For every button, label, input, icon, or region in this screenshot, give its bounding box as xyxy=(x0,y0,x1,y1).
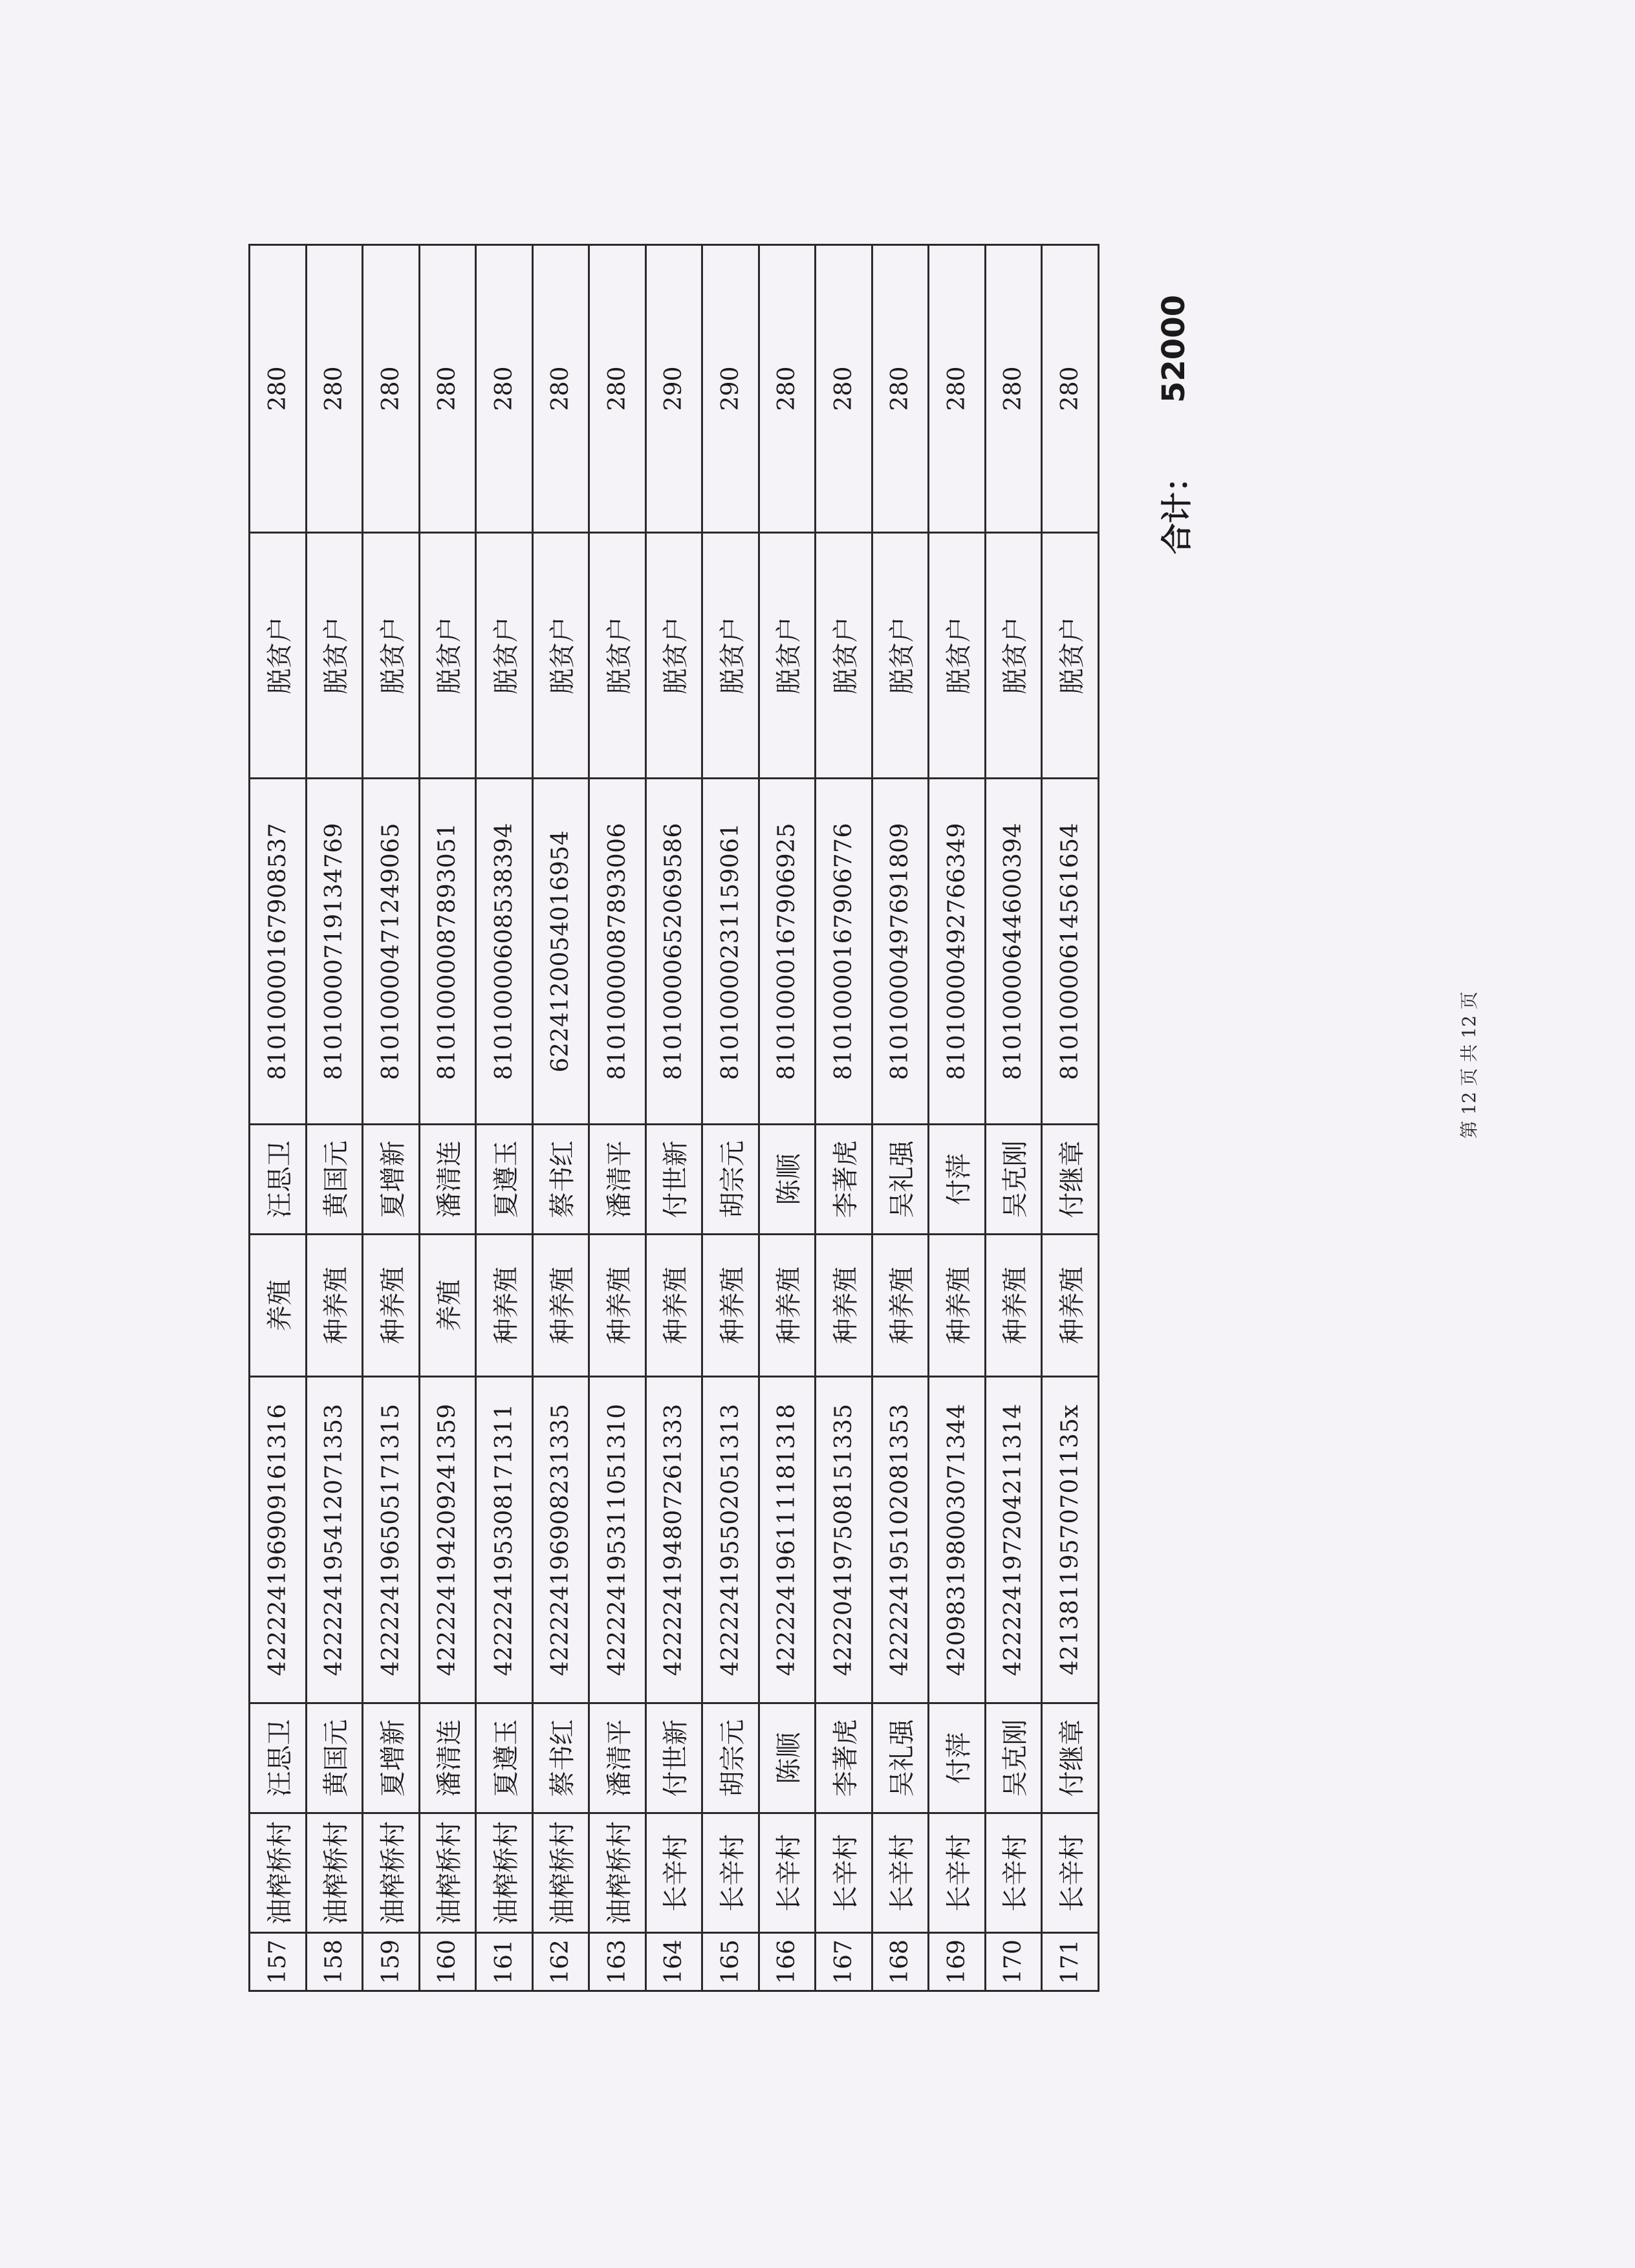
name-cell: 蔡书红 xyxy=(532,1703,589,1813)
id-number-cell: 422224195502051313 xyxy=(702,1377,759,1703)
page-footer: 第 12 页 共 12 页 xyxy=(1458,991,1480,1139)
amount-cell: 280 xyxy=(419,245,476,533)
id-number-cell: 422224196505171315 xyxy=(363,1377,420,1703)
row-number: 164 xyxy=(645,1933,702,1991)
table-row xyxy=(816,245,872,1991)
village-cell: 油榨桥村 xyxy=(250,1813,307,1933)
village-cell: 油榨桥村 xyxy=(363,1813,420,1933)
row-number: 169 xyxy=(929,1933,986,1991)
amount-cell: 280 xyxy=(250,245,307,533)
household-type-cell: 脱贫户 xyxy=(419,533,476,779)
account-number-cell: 81010000492766349 xyxy=(929,779,986,1125)
household-type-cell: 脱贫户 xyxy=(306,533,363,779)
village-cell: 油榨桥村 xyxy=(589,1813,646,1933)
household-type-cell: 脱贫户 xyxy=(759,533,816,779)
name-cell: 黄国元 xyxy=(306,1703,363,1813)
amount-cell: 290 xyxy=(702,245,759,533)
account-number-cell: 81010000231159061 xyxy=(702,779,759,1125)
village-cell: 长辛村 xyxy=(759,1813,816,1933)
table-row xyxy=(250,245,307,1991)
amount-cell: 280 xyxy=(816,245,872,533)
row-number: 163 xyxy=(589,1933,646,1991)
account-name-cell: 付继章 xyxy=(1042,1125,1099,1235)
village-cell: 长辛村 xyxy=(1042,1813,1099,1933)
name-cell: 潘清连 xyxy=(419,1703,476,1813)
row-number: 165 xyxy=(702,1933,759,1991)
account-number-cell: 81010000652069586 xyxy=(645,779,702,1125)
row-number: 159 xyxy=(363,1933,420,1991)
name-cell: 夏遵玉 xyxy=(476,1703,533,1813)
name-cell: 付继章 xyxy=(1042,1703,1099,1813)
row-number: 168 xyxy=(872,1933,929,1991)
amount-cell: 280 xyxy=(929,245,986,533)
table-row xyxy=(1042,245,1099,1991)
industry-cell: 种养殖 xyxy=(363,1235,420,1377)
row-number: 166 xyxy=(759,1933,816,1991)
industry-cell: 种养殖 xyxy=(589,1235,646,1377)
name-cell: 汪思卫 xyxy=(250,1703,307,1813)
household-type-cell: 脱贫户 xyxy=(363,533,420,779)
account-name-cell: 夏遵玉 xyxy=(476,1125,533,1235)
industry-cell: 养殖 xyxy=(250,1235,307,1377)
household-type-cell: 脱贫户 xyxy=(476,533,533,779)
industry-cell: 种养殖 xyxy=(985,1235,1042,1377)
amount-cell: 280 xyxy=(1042,245,1099,533)
id-number-cell: 422224195102081353 xyxy=(872,1377,929,1703)
village-cell: 油榨桥村 xyxy=(306,1813,363,1933)
id-number-cell: 422224196908231335 xyxy=(532,1377,589,1703)
total-summary xyxy=(1145,244,1203,554)
name-cell: 陈顺 xyxy=(759,1703,816,1813)
name-cell: 夏增新 xyxy=(363,1703,420,1813)
row-number: 158 xyxy=(306,1933,363,1991)
account-name-cell: 潘清连 xyxy=(419,1125,476,1235)
account-name-cell: 黄国元 xyxy=(306,1125,363,1235)
village-cell: 长辛村 xyxy=(985,1813,1042,1933)
household-type-cell: 脱贫户 xyxy=(645,533,702,779)
account-number-cell: 81010000167906776 xyxy=(816,779,872,1125)
household-type-cell: 脱贫户 xyxy=(816,533,872,779)
account-name-cell: 夏增新 xyxy=(363,1125,420,1235)
id-number-cell: 420983198003071344 xyxy=(929,1377,986,1703)
household-type-cell: 脱贫户 xyxy=(929,533,986,779)
village-cell: 长辛村 xyxy=(929,1813,986,1933)
account-name-cell: 李著虎 xyxy=(816,1125,872,1235)
row-number: 157 xyxy=(250,1933,307,1991)
account-name-cell: 蔡书红 xyxy=(532,1125,589,1235)
account-name-cell: 吴克刚 xyxy=(985,1125,1042,1235)
village-cell: 长辛村 xyxy=(872,1813,929,1933)
amount-cell: 280 xyxy=(306,245,363,533)
household-type-cell: 脱贫户 xyxy=(532,533,589,779)
account-name-cell: 汪思卫 xyxy=(250,1125,307,1235)
account-number-cell: 81010000644600394 xyxy=(985,779,1042,1125)
account-name-cell: 胡宗元 xyxy=(702,1125,759,1235)
amount-cell: 280 xyxy=(759,245,816,533)
industry-cell: 种养殖 xyxy=(702,1235,759,1377)
table-row xyxy=(306,245,363,1991)
amount-cell: 280 xyxy=(985,245,1042,533)
industry-cell: 种养殖 xyxy=(759,1235,816,1377)
table-row xyxy=(985,245,1042,1991)
village-cell: 油榨桥村 xyxy=(419,1813,476,1933)
village-cell: 长辛村 xyxy=(816,1813,872,1933)
id-number-cell: 422224196111181318 xyxy=(759,1377,816,1703)
id-number-cell: 422224195308171311 xyxy=(476,1377,533,1703)
table-body xyxy=(250,245,1099,1991)
table-row xyxy=(929,245,986,1991)
amount-cell: 280 xyxy=(363,245,420,533)
account-number-cell: 81010000719134769 xyxy=(306,779,363,1125)
industry-cell: 种养殖 xyxy=(1042,1235,1099,1377)
village-cell: 长辛村 xyxy=(702,1813,759,1933)
row-number: 162 xyxy=(532,1933,589,1991)
account-name-cell: 陈顺 xyxy=(759,1125,816,1235)
name-cell: 付萍 xyxy=(929,1703,986,1813)
table-row xyxy=(476,245,533,1991)
household-type-cell: 脱贫户 xyxy=(589,533,646,779)
account-number-cell: 81010000167906925 xyxy=(759,779,816,1125)
village-cell: 长辛村 xyxy=(645,1813,702,1933)
industry-cell: 种养殖 xyxy=(929,1235,986,1377)
total-value: 52000 xyxy=(1156,294,1192,403)
table-row xyxy=(872,245,929,1991)
industry-cell: 种养殖 xyxy=(645,1235,702,1377)
account-number-cell: 81010000608538394 xyxy=(476,779,533,1125)
account-name-cell: 潘清平 xyxy=(589,1125,646,1235)
account-number-cell: 81010000614561654 xyxy=(1042,779,1099,1125)
amount-cell: 290 xyxy=(645,245,702,533)
amount-cell: 280 xyxy=(532,245,589,533)
table-row xyxy=(759,245,816,1991)
amount-cell: 280 xyxy=(589,245,646,533)
name-cell: 吴克刚 xyxy=(985,1703,1042,1813)
industry-cell: 养殖 xyxy=(419,1235,476,1377)
account-number-cell: 6224120054016954 xyxy=(532,779,589,1125)
beneficiary-table xyxy=(248,244,1099,1992)
industry-cell: 种养殖 xyxy=(306,1235,363,1377)
id-number-cell: 422224194807261333 xyxy=(645,1377,702,1703)
industry-cell: 种养殖 xyxy=(872,1235,929,1377)
name-cell: 付世新 xyxy=(645,1703,702,1813)
id-number-cell: 422224195412071353 xyxy=(306,1377,363,1703)
account-name-cell: 吴礼强 xyxy=(872,1125,929,1235)
household-type-cell: 脱贫户 xyxy=(702,533,759,779)
row-number: 167 xyxy=(816,1933,872,1991)
industry-cell: 种养殖 xyxy=(476,1235,533,1377)
industry-cell: 种养殖 xyxy=(532,1235,589,1377)
table-row xyxy=(532,245,589,1991)
household-type-cell: 脱贫户 xyxy=(985,533,1042,779)
account-name-cell: 付萍 xyxy=(929,1125,986,1235)
id-number-cell: 422224195311051310 xyxy=(589,1377,646,1703)
amount-cell: 280 xyxy=(872,245,929,533)
row-number: 161 xyxy=(476,1933,533,1991)
table-row xyxy=(645,245,702,1991)
account-number-cell: 81010000087893006 xyxy=(589,779,646,1125)
household-type-cell: 脱贫户 xyxy=(250,533,307,779)
id-number-cell: 42138119570701135x xyxy=(1042,1377,1099,1703)
row-number: 171 xyxy=(1042,1933,1099,1991)
amount-cell: 280 xyxy=(476,245,533,533)
name-cell: 吴礼强 xyxy=(872,1703,929,1813)
id-number-cell: 422224197204211314 xyxy=(985,1377,1042,1703)
name-cell: 胡宗元 xyxy=(702,1703,759,1813)
account-name-cell: 付世新 xyxy=(645,1125,702,1235)
id-number-cell: 422224194209241359 xyxy=(419,1377,476,1703)
table-row xyxy=(589,245,646,1991)
table-row xyxy=(363,245,420,1991)
household-type-cell: 脱贫户 xyxy=(872,533,929,779)
village-cell: 油榨桥村 xyxy=(532,1813,589,1933)
total-label: 合计： xyxy=(1158,460,1195,554)
id-number-cell: 422224196909161316 xyxy=(250,1377,307,1703)
village-cell: 油榨桥村 xyxy=(476,1813,533,1933)
industry-cell: 种养殖 xyxy=(816,1235,872,1377)
household-type-cell: 脱贫户 xyxy=(1042,533,1099,779)
table-row xyxy=(702,245,759,1991)
row-number: 170 xyxy=(985,1933,1042,1991)
account-number-cell: 81010000167908537 xyxy=(250,779,307,1125)
name-cell: 李著虎 xyxy=(816,1703,872,1813)
row-number: 160 xyxy=(419,1933,476,1991)
account-number-cell: 81010000087893051 xyxy=(419,779,476,1125)
account-number-cell: 81010000497691809 xyxy=(872,779,929,1125)
table-row xyxy=(419,245,476,1991)
account-number-cell: 81010000471249065 xyxy=(363,779,420,1125)
id-number-cell: 422204197508151335 xyxy=(816,1377,872,1703)
name-cell: 潘清平 xyxy=(589,1703,646,1813)
